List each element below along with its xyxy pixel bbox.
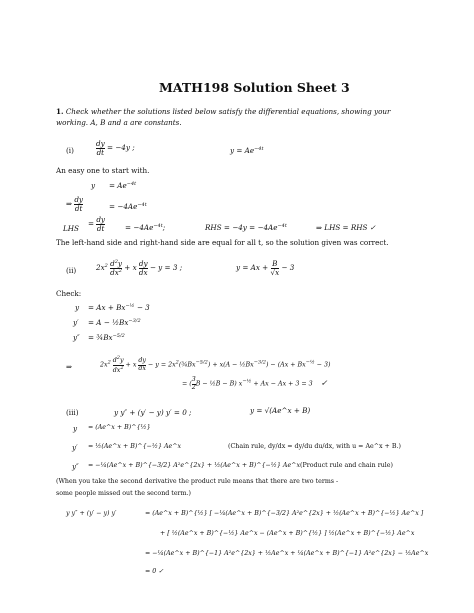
part-ii-check: Check:: [56, 289, 82, 298]
part-i-conclusion: The left-hand side and right-hand side are equal for all t, so the solution given was correct.: [56, 238, 389, 247]
part-iii-l2-note: (Chain rule, dy/dx = dy/du du/dx, with u = Ae^x + B.): [228, 443, 401, 450]
part-ii-l4-prefix: ⇒: [66, 362, 73, 371]
part-i-label: (i): [66, 146, 74, 155]
part-iii-l1-rhs: = (Ae^x + B)^{½}: [88, 424, 151, 431]
part-i-line3-lhs: LHS: [63, 224, 79, 233]
part-iii-l3-lhs: y″: [72, 462, 79, 471]
part-ii-equation: $2x^2$ $\frac{d^2y}{dx^2}$ + x $\frac{dy}{dx}$ − y = 3 ;: [96, 259, 183, 277]
part-iii-solution: y = √(Ae^x + B): [250, 406, 311, 415]
part-iii-l2-lhs: y′: [72, 443, 78, 452]
part-i-line3-mid: = $-4Ae^{-4t}$;: [125, 223, 166, 232]
part-iii-note-1: (When you take the second derivative the product rule means that there are two terms -: [56, 478, 339, 485]
question-line-1: [56, 107, 391, 116]
part-ii-l3-lhs: y″: [73, 333, 80, 342]
part-ii-l2-lhs: y′: [73, 318, 79, 327]
part-iii-l3-rhs: = −¼(Ae^x + B)^{−3/2} A²e^{2x} + ½(Ae^x + B)^{−½} Ae^x: [88, 462, 300, 469]
part-i-line3-rhs: RHS = $-4y = -4Ae^{-4t}$: [205, 223, 287, 232]
part-i-line3-frac: = $\frac{dy}{dt}$: [88, 215, 105, 233]
part-iii-m1-lhs: y y″ + (y′ − y) y′: [66, 510, 117, 517]
part-iii-m4-rhs: = 0 ✓: [145, 568, 164, 575]
question-number: 1.: [56, 107, 64, 116]
part-iii-equation: y y″ + (y′ − y) y′ = 0 ;: [114, 408, 192, 417]
part-ii-l2-rhs: = $A - \frac{1}{2}Bx^{-3/2}$: [88, 318, 141, 327]
part-iii-label: (iii): [66, 408, 79, 417]
part-iii-l2-rhs: = ½(Ae^x + B)^{−½} Ae^x: [88, 443, 182, 450]
part-ii-l1-lhs: y: [75, 303, 80, 312]
part-ii-solution: y = Ax + $\frac{B}{√x}$ − 3: [236, 259, 295, 277]
part-ii-l5-expr: = ( $\frac{3}{2}$ B − ½B − B) $x^{-\frac{1}{2}} + Ax - Ax + 3 = 3$ ✓: [182, 376, 328, 391]
part-i-line1-rhs: = $Ae^{-4t}$: [109, 181, 137, 190]
part-ii-label: (ii): [66, 266, 77, 275]
part-i-line2-rhs: = $-4Ae^{-4t}$: [109, 202, 147, 211]
part-i-line2: ⇒ $\frac{dy}{dt}$: [66, 195, 83, 213]
part-i-equation: $\frac{dy}{dt}$ = −4y ;: [96, 139, 135, 157]
part-ii-l4-expr: $2x^2$ $\frac{d^2y}{dx^2}$ + x $\frac{dy}{dx}$ − $y = 2x^2(\frac{3}{4}Bx^{-5/2}) + x(A$ − $\frac{1}{2}Bx^{-3/2}) - (Ax + Bx^{-\frac{1}{2}} - 3)$: [100, 355, 331, 374]
question-text-1: Check whether the solutions listed below satisfy the differential equations, showing your: [65, 107, 391, 116]
part-iii-m3-rhs: = −¼(Ae^x + B)^{−1} A²e^{2x} + ½Ae^x + ¼(Ae^x + B)^{−1} A²e^{2x} − ½Ae^x: [145, 550, 429, 557]
page-title: MATH198 Solution Sheet 3: [159, 80, 350, 95]
part-iii-m1-rhs: = (Ae^x + B)^{½} [ −¼(Ae^x + B)^{−3/2} A²e^{2x} + ½(Ae^x + B)^{−½} Ae^x ]: [145, 510, 424, 517]
part-iii-note-2: some people missed out the second term.): [56, 490, 192, 497]
part-iii-m2-rhs: + [ ½(Ae^x + B)^{−½} Ae^x − (Ae^x + B)^{½} ] ½(Ae^x + B)^{−½} Ae^x: [160, 530, 415, 537]
part-i-line3-conclusion: ⇒ LHS = RHS ✓: [316, 223, 376, 232]
part-ii-l3-rhs: = $\frac{3}{4}Bx^{-5/2}$: [88, 333, 125, 342]
part-i-eq-rhs: = −4y ;: [106, 143, 135, 153]
part-ii-l1-rhs: = $Ax + Bx^{-\frac{1}{2}} - 3$: [88, 303, 150, 312]
part-i-line1-lhs: y: [91, 181, 96, 190]
part-iii-l1-lhs: y: [73, 424, 78, 433]
question-line-2: working. A, B and a are constants.: [56, 118, 182, 127]
part-i-intro: An easy one to start with.: [56, 166, 150, 175]
part-i-solution: $y = Ae^{-4t}$: [230, 146, 264, 155]
part-iii-l3-note: (Product rule and chain rule): [300, 462, 393, 469]
